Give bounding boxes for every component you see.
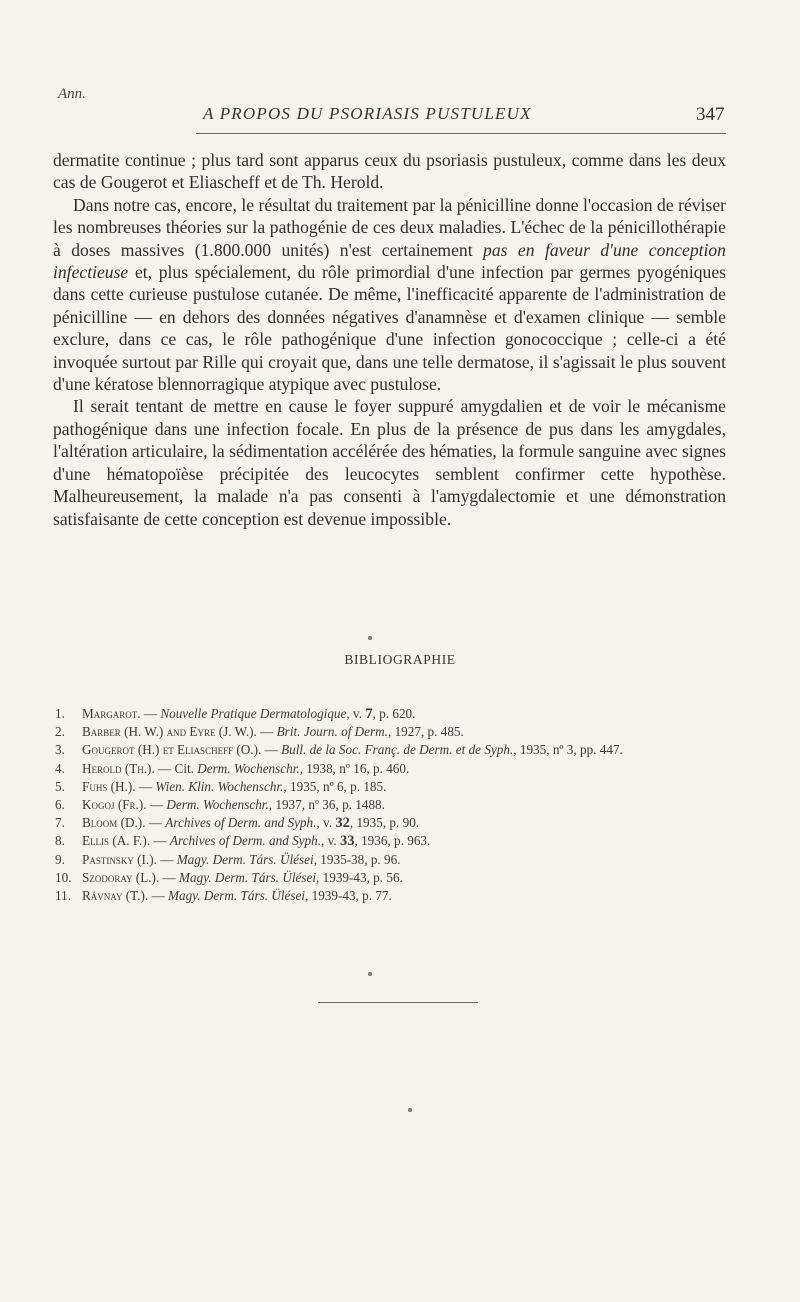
bibliography-entry-title: Archives of Derm. and Syph. bbox=[165, 815, 317, 831]
bibliography-entry-title: Derm. Wochenschr. bbox=[197, 760, 300, 776]
bibliography-entry-title: Brit. Journ. of Derm. bbox=[276, 724, 388, 740]
bibliography-entry bbox=[55, 851, 735, 869]
bibliography-entry-separator: — bbox=[140, 706, 161, 721]
bibliography-entry-author: Fuhs (H.). bbox=[82, 778, 136, 794]
bibliography-entry-details: , 1939-43, p. 77. bbox=[305, 888, 392, 904]
bibliography-entry-details-end: , p. 620. bbox=[372, 706, 416, 721]
bibliography-entry-details: , 1935-38, p. 96. bbox=[313, 851, 401, 867]
bibliography-entry-details: , v. bbox=[321, 833, 340, 849]
bibliography-entry-author: Pastinsky (I.). bbox=[82, 851, 157, 867]
bibliography-entry-separator: — Cit. bbox=[154, 760, 198, 776]
bibliography-entry-author: Kogoj (Fr.). bbox=[82, 797, 147, 813]
paragraph-2 bbox=[53, 194, 726, 396]
bibliography-entry-details: , 1938, nº 16, p. 460. bbox=[299, 760, 410, 776]
bibliography-entry-details: , 1937, nº 36, p. 1488. bbox=[268, 797, 385, 813]
ink-speck bbox=[368, 972, 372, 976]
bibliography-entry-author: Barber (H. W.) and Eyre (J. W.). bbox=[82, 724, 257, 740]
bibliography-entry bbox=[55, 705, 735, 723]
bibliography-entry-author: Herold (Th.). bbox=[82, 760, 155, 776]
bibliography-entry-author: Margarot. bbox=[82, 706, 141, 721]
bibliography-entry-number: 4. bbox=[55, 760, 65, 776]
bibliography-entry-title: Archives of Derm. and Syph. bbox=[169, 833, 322, 849]
body-text bbox=[53, 149, 726, 530]
paragraph-2-part-a: Dans notre cas, encore, le résultat du traitement par la pénicilline donne l'occasion de réviser les nombreuses théories sur la pathogénie de ces deux maladies. L'échec de la pénicillothérapie à doses massives (1.800.000 unités) n'est certainement bbox=[53, 194, 726, 260]
bibliography-entry bbox=[55, 814, 735, 832]
bibliography-entry bbox=[55, 869, 735, 887]
bibliography-entry-separator: — bbox=[159, 869, 180, 885]
bibliography-entry-separator: — bbox=[146, 797, 167, 813]
ink-speck bbox=[408, 1108, 412, 1112]
bibliography-entry-details: , 1935, nº 6, p. 185. bbox=[283, 778, 387, 794]
bibliography-entry-number: 6. bbox=[55, 797, 65, 813]
bibliography-entry-separator: — bbox=[261, 742, 282, 758]
bibliography-entry-details-end: , 1935, p. 90. bbox=[349, 815, 420, 831]
ink-speck bbox=[368, 636, 372, 640]
bibliography-entry-number: 8. bbox=[55, 833, 65, 849]
bibliography-entry-volume: 33 bbox=[339, 833, 355, 850]
bibliography-entry-title: Magy. Derm. Társ. Ülései bbox=[179, 869, 317, 885]
bibliography-entry bbox=[55, 832, 735, 850]
bibliography-entry-author: Ellis (A. F.). bbox=[82, 833, 151, 849]
bibliography-entry bbox=[55, 760, 735, 778]
bibliography-entry bbox=[55, 723, 735, 741]
bibliography-entry-number: 5. bbox=[55, 778, 65, 794]
bibliography-entry-separator: — bbox=[156, 851, 177, 867]
paragraph-3: Il serait tentant de mettre en cause le foyer suppuré amygdalien et de voir le mécanisme pathogénique dans une infection focale. En plus de la présence de pus dans les amygdales, l'altération articulaire, la sédimentation accélérée des hématies, la formule sanguine avec signes d'une hématopoïèse précipitée des leucocytes semblent confirmer cette hypothèse. Malheureusement, la malade n'a pas consenti à l'amygdalectomie et une démonstration satisfaisante de cette conception est devenue impossible. bbox=[53, 396, 726, 529]
bibliography-entry-title: Magy. Derm. Társ. Ülései bbox=[176, 851, 314, 867]
bibliography-entry-number: 1. bbox=[55, 706, 65, 721]
bibliography-entry-title: Wien. Klin. Wochenschr. bbox=[155, 778, 284, 794]
bibliography-entry-details: , 1927, p. 485. bbox=[387, 724, 464, 740]
bibliography-entry-details-end: , 1936, p. 963. bbox=[354, 833, 431, 849]
bibliography-entry-author: Rávnay (T.). bbox=[82, 888, 149, 904]
bibliography-entry-number: 10. bbox=[55, 869, 72, 885]
bibliography-entry-number: 7. bbox=[55, 815, 65, 831]
bibliography-list bbox=[55, 705, 735, 905]
bibliography-entry bbox=[55, 741, 735, 759]
running-title: A PROPOS DU PSORIASIS PUSTULEUX bbox=[203, 104, 532, 123]
bibliography-entry-author: Szodoray (L.). bbox=[82, 869, 160, 885]
bibliography-entry bbox=[55, 796, 735, 814]
paragraph-2-emphasis: pas en faveur d'une conception infectieuse bbox=[53, 239, 726, 283]
bibliography-entry-title: Magy. Derm. Társ. Ülései bbox=[168, 888, 305, 904]
bibliography-entry-details: , v. bbox=[316, 815, 336, 831]
bibliography-entry-separator: — bbox=[150, 833, 170, 849]
bibliography-heading: BIBLIOGRAPHIE bbox=[344, 652, 456, 667]
journal-abbreviation: Ann. bbox=[58, 86, 86, 102]
bibliography-entry-title: Nouvelle Pratique Dermatologique bbox=[160, 706, 347, 721]
page-number: 347 bbox=[696, 104, 725, 125]
header-rule bbox=[196, 133, 726, 134]
bibliography-entry-number: 9. bbox=[55, 851, 65, 867]
bibliography-entry-volume: 7 bbox=[365, 706, 373, 722]
bibliography-entry-details: , v. bbox=[346, 706, 366, 721]
bibliography-entry-volume: 32 bbox=[335, 815, 350, 832]
bibliography-entry-separator: — bbox=[135, 778, 156, 794]
paragraph-2-part-b: et, plus spécialement, du rôle primordial d'une infection par germes pyogéniques dans cette curieuse pustulose cutanée. De même, l'inefficacité apparente de l'administration de pénicilline — en dehors des données négatives d'anamnèse et d'examen clinique — semble exclure, dans ce cas, le rôle pathogénique d'une infection gonococcique ; celle-ci a été invoquée surtout par Rille qui croyait que, dans une telle dermatose, il s'agissait le plus souvent d'une kératose blennorragique atypique avec pustulose. bbox=[53, 262, 726, 395]
bibliography-entry bbox=[55, 778, 735, 796]
bibliography-entry-author: Bloom (D.). bbox=[82, 815, 146, 831]
bibliography-entry-title: Derm. Wochenschr. bbox=[166, 797, 269, 813]
bibliography-entry-details: , 1935, nº 3, pp. 447. bbox=[513, 742, 623, 758]
bibliography-entry-number: 11. bbox=[55, 888, 71, 904]
bibliography-entry-separator: — bbox=[148, 888, 168, 904]
paragraph-1: dermatite continue ; plus tard sont apparus ceux du psoriasis pustuleux, comme dans les deux cas de Gougerot et Eliascheff et de Th. Herold. bbox=[53, 150, 726, 193]
end-rule bbox=[318, 1002, 478, 1003]
bibliography-entry-author: Gougerot (H.) et Eliascheff (O.). bbox=[82, 742, 262, 758]
bibliography-entry-separator: — bbox=[256, 724, 277, 740]
bibliography-entry-title: Bull. de la Soc. Franç. de Derm. et de Syph. bbox=[281, 742, 514, 758]
bibliography-entry-details: , 1939-43, p. 56. bbox=[316, 869, 403, 885]
bibliography-entry-number: 2. bbox=[55, 724, 65, 740]
bibliography-entry-separator: — bbox=[145, 815, 166, 831]
bibliography-entry-number: 3. bbox=[55, 742, 65, 758]
bibliography-entry bbox=[55, 887, 735, 905]
